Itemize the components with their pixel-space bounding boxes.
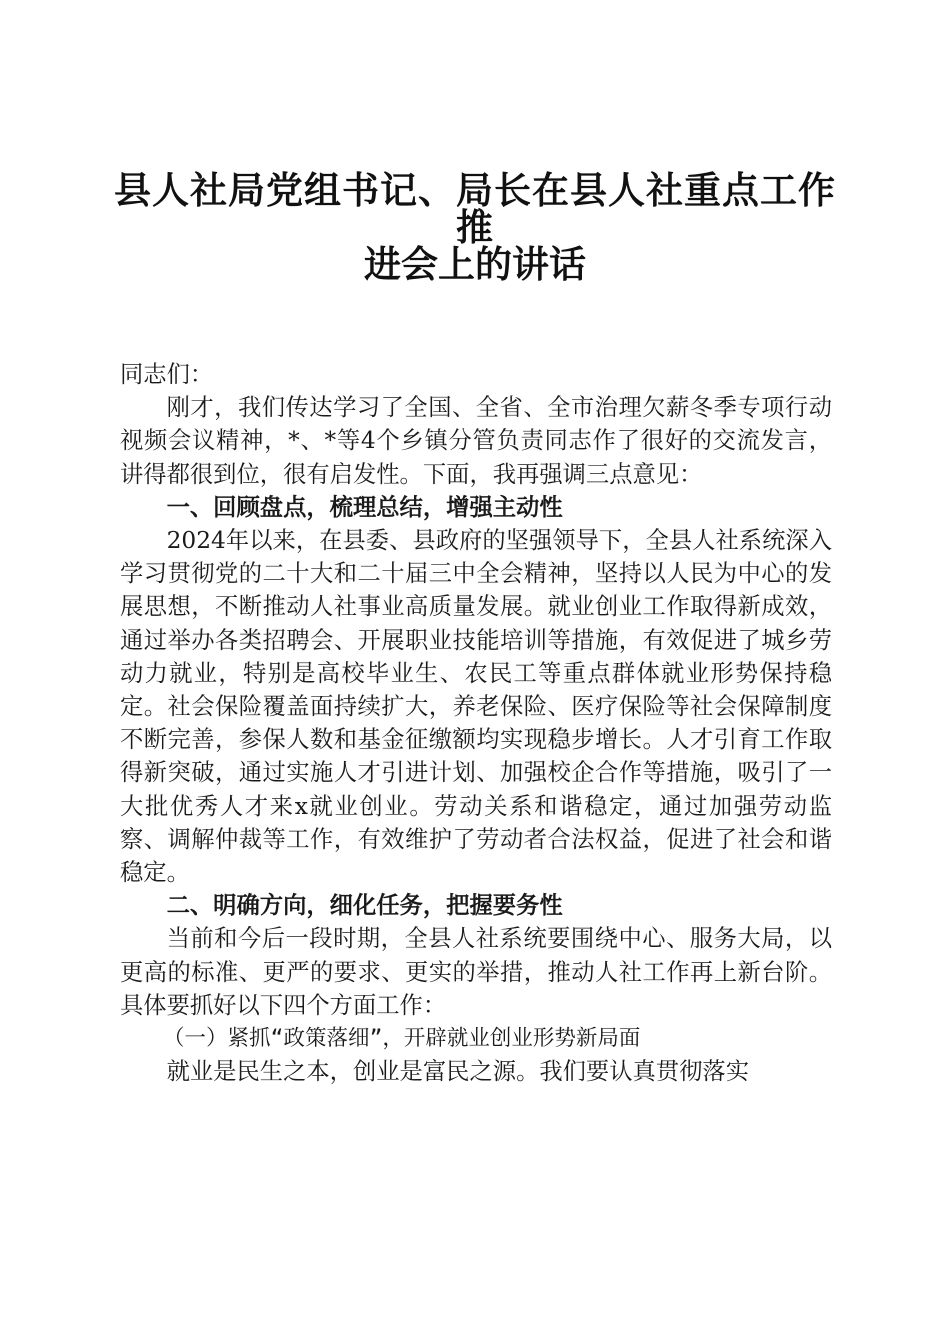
document-body xyxy=(120,358,832,1088)
opening-paragraph: 刚才，我们传达学习了全国、全省、全市治理欠薪冬季专项行动视频会议精神，*、*等4个乡镇分管负责同志作了很好的交流发言，讲得都很到位，很有启发性。下面，我再强调三点意见： xyxy=(120,394,832,488)
salutation: 同志们： xyxy=(120,361,214,388)
section-heading-1: 一、回顾盘点，梳理总结，增强主动性 xyxy=(166,493,563,521)
document-title-line-1: 县人社局党组书记、局长在县人社重点工作推 xyxy=(114,168,836,249)
body-paragraph: 2024年以来，在县委、县政府的坚强领导下，全县人社系统深入学习贯彻党的二十大和二十届三中全会精神，坚持以人民为中心的发展思想，不断推动人社事业高质量发展。就业创业工作取得新成效，通过举办各类招聘会、开展职业技能培训等措施，有效促进了城乡劳动力就业，特别是高校毕业生、农民工等重点群体就业形势保持稳定。社会保险覆盖面持续扩大，养老保险、医疗保险等社会保障制度不断完善，参保人数和基金征缴额均实现稳步增长。人才引育工作取得新突破，通过实施人才引进计划、加强校企合作等措施，吸引了一大批优秀人才来x就业创业。劳动关系和谐稳定，通过加强劳动监察、调解仲裁等工作，有效维护了劳动者合法权益，促进了社会和谐稳定。 xyxy=(120,527,832,887)
section-heading-2: 二、明确方向，细化任务，把握要务性 xyxy=(166,892,563,920)
body-paragraph: 当前和今后一段时期，全县人社系统要围绕中心、服务大局，以更高的标准、更严的要求、更实的举措，推动人社工作再上新台阶。具体要抓好以下四个方面工作： xyxy=(120,925,832,1019)
body-paragraph: 就业是民生之本，创业是富民之源。我们要认真贯彻落实 xyxy=(166,1058,750,1086)
subsection-heading-1: （一）紧抓“政策落细”，开辟就业创业形势新局面 xyxy=(163,1026,641,1052)
document-title-line-2: 进会上的讲话 xyxy=(364,242,586,286)
